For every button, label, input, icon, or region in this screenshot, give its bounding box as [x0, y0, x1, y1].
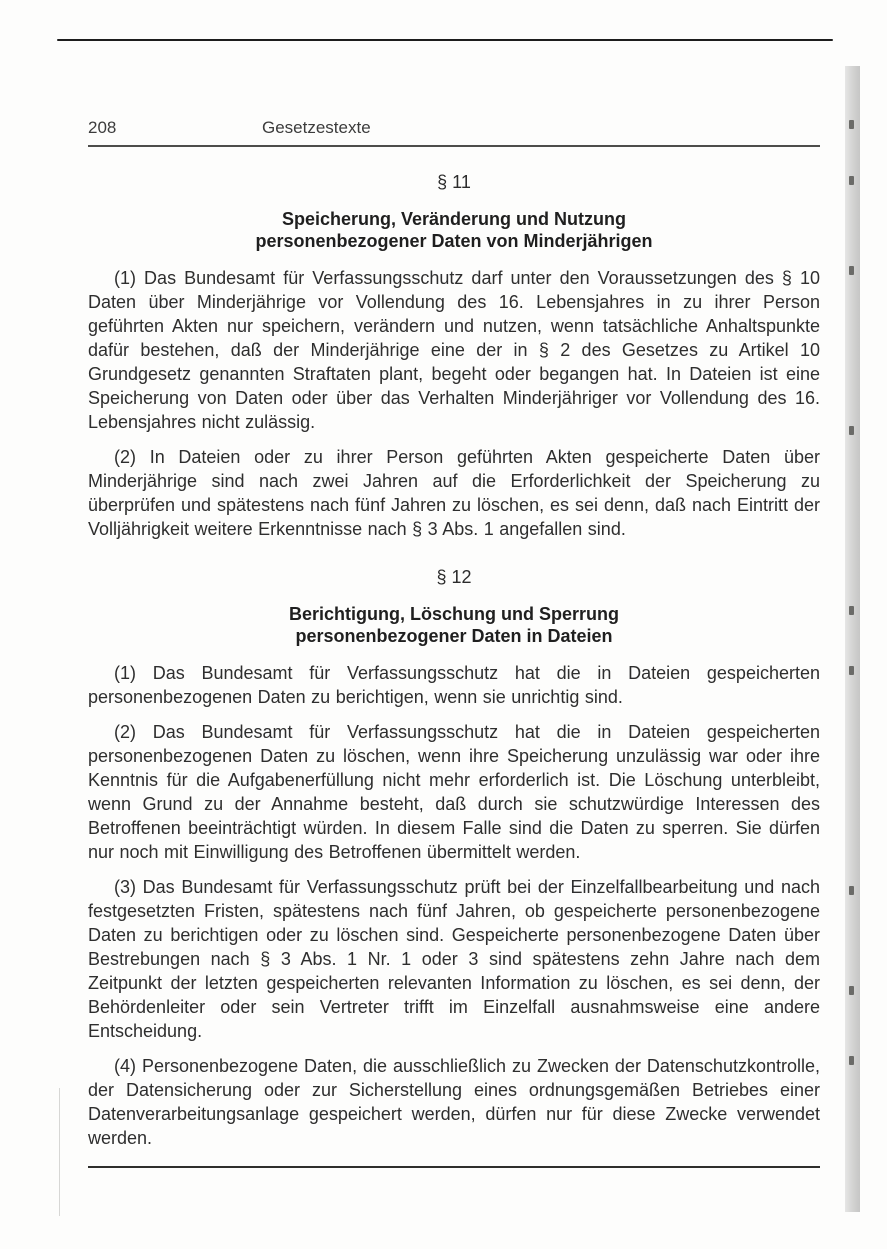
body-paragraph: (1) Das Bundesamt für Verfassungsschutz hat die in Dateien gespeicherten personenbezogenen Daten zu berichtigen, wenn sie unrichtig sind. [88, 663, 820, 707]
body-paragraph: (4) Personenbezogene Daten, die ausschließlich zu Zwecken der Datenschutzkontrolle, der Datensicherung oder zur Sicherstellung eines ordnungsgemäßen Betriebes einer Datenverarbeitungsanlage gespeichert werden, dürfen nur für diese Zwecke verwendet werden. [88, 1056, 820, 1148]
scan-artifact-mark [849, 120, 854, 129]
section-number: § 12 [436, 567, 472, 587]
scan-artifact-mark [849, 1056, 854, 1065]
section-title-line: personenbezogener Daten von Minderjährigen [255, 231, 653, 251]
law-section-12 [88, 567, 820, 1150]
page-header [88, 118, 820, 147]
section-title [88, 603, 820, 647]
scan-artifact-mark [849, 986, 854, 995]
section-title [88, 208, 820, 252]
law-section-11 [88, 172, 820, 541]
scan-right-shadow-strip [845, 66, 860, 1212]
scan-artifact-mark [849, 266, 854, 275]
body-paragraph: (2) In Dateien oder zu ihrer Person geführten Akten gespeicherte Daten über Minderjährige sind nach zwei Jahren auf die Erforderlichkeit der Speicherung zu überprüfen und spätestens nach fünf Jahren zu löschen, es sei denn, daß nach Eintritt der Volljährigkeit weitere Erkenntnisse nach § 3 Abs. 1 angefallen sind. [88, 447, 820, 539]
scan-artifact-mark [849, 606, 854, 615]
scan-artifact-mark [849, 666, 854, 675]
page-edge-shadow [59, 1088, 60, 1216]
scan-top-edge-line [57, 39, 833, 41]
section-title-line: personenbezogener Daten in Dateien [295, 626, 613, 646]
page-content [88, 118, 820, 1161]
running-head: Gesetzestexte [262, 118, 371, 137]
scan-artifact-mark [849, 176, 854, 185]
section-title-line: Speicherung, Veränderung und Nutzung [281, 209, 626, 229]
page-number: 208 [88, 118, 117, 137]
section-title-line: Berichtigung, Löschung und Sperrung [289, 604, 619, 624]
bottom-rule [88, 1166, 820, 1168]
scan-artifact-mark [849, 426, 854, 435]
scan-artifact-mark [849, 886, 854, 895]
body-paragraph: (2) Das Bundesamt für Verfassungsschutz hat die in Dateien gespeicherten personenbezogenen Daten zu löschen, wenn ihre Speicherung unzulässig war oder ihre Kenntnis für die Aufgabenerfüllung nicht mehr erforderlich ist. Die Löschung unterbleibt, wenn Grund zu der Annahme besteht, daß durch sie schutzwürdige Interessen des Betroffenen beeinträchtigt würden. In diesem Falle sind die Daten zu sperren. Sie dürfen nur noch mit Einwilligung des Betroffenen übermittelt werden. [88, 722, 820, 862]
section-number: § 11 [437, 172, 471, 192]
body-paragraph: (3) Das Bundesamt für Verfassungsschutz prüft bei der Einzelfallbearbeitung und nach festgesetzten Fristen, spätestens nach fünf Jahren, ob gespeicherte personenbezogene Daten zu berichtigen oder zu löschen sind. Gespeicherte personenbezogene Daten über Bestrebungen nach § 3 Abs. 1 Nr. 1 oder 3 sind spätestens zehn Jahre nach dem Zeitpunkt der letzten gespeicherten relevanten Information zu löschen, es sei denn, der Behördenleiter oder sein Vertreter trifft im Einzelfall ausnahmsweise eine andere Entscheidung. [88, 877, 820, 1041]
body-paragraph: (1) Das Bundesamt für Verfassungsschutz darf unter den Voraussetzungen des § 10 Daten über Minderjährige vor Vollendung des 16. Lebensjahres in zu ihrer Person geführten Akten nur speichern, verändern und nutzen, wenn tatsächliche Anhaltspunkte dafür bestehen, daß der Minderjährige eine der in § 2 des Gesetzes zu Artikel 10 Grundgesetz genannten Straftaten plant, begeht oder begangen hat. In Dateien ist eine Speicherung von Daten oder über das Verhalten Minderjähriger vor Vollendung des 16. Lebensjahres nicht zulässig. [88, 268, 820, 432]
